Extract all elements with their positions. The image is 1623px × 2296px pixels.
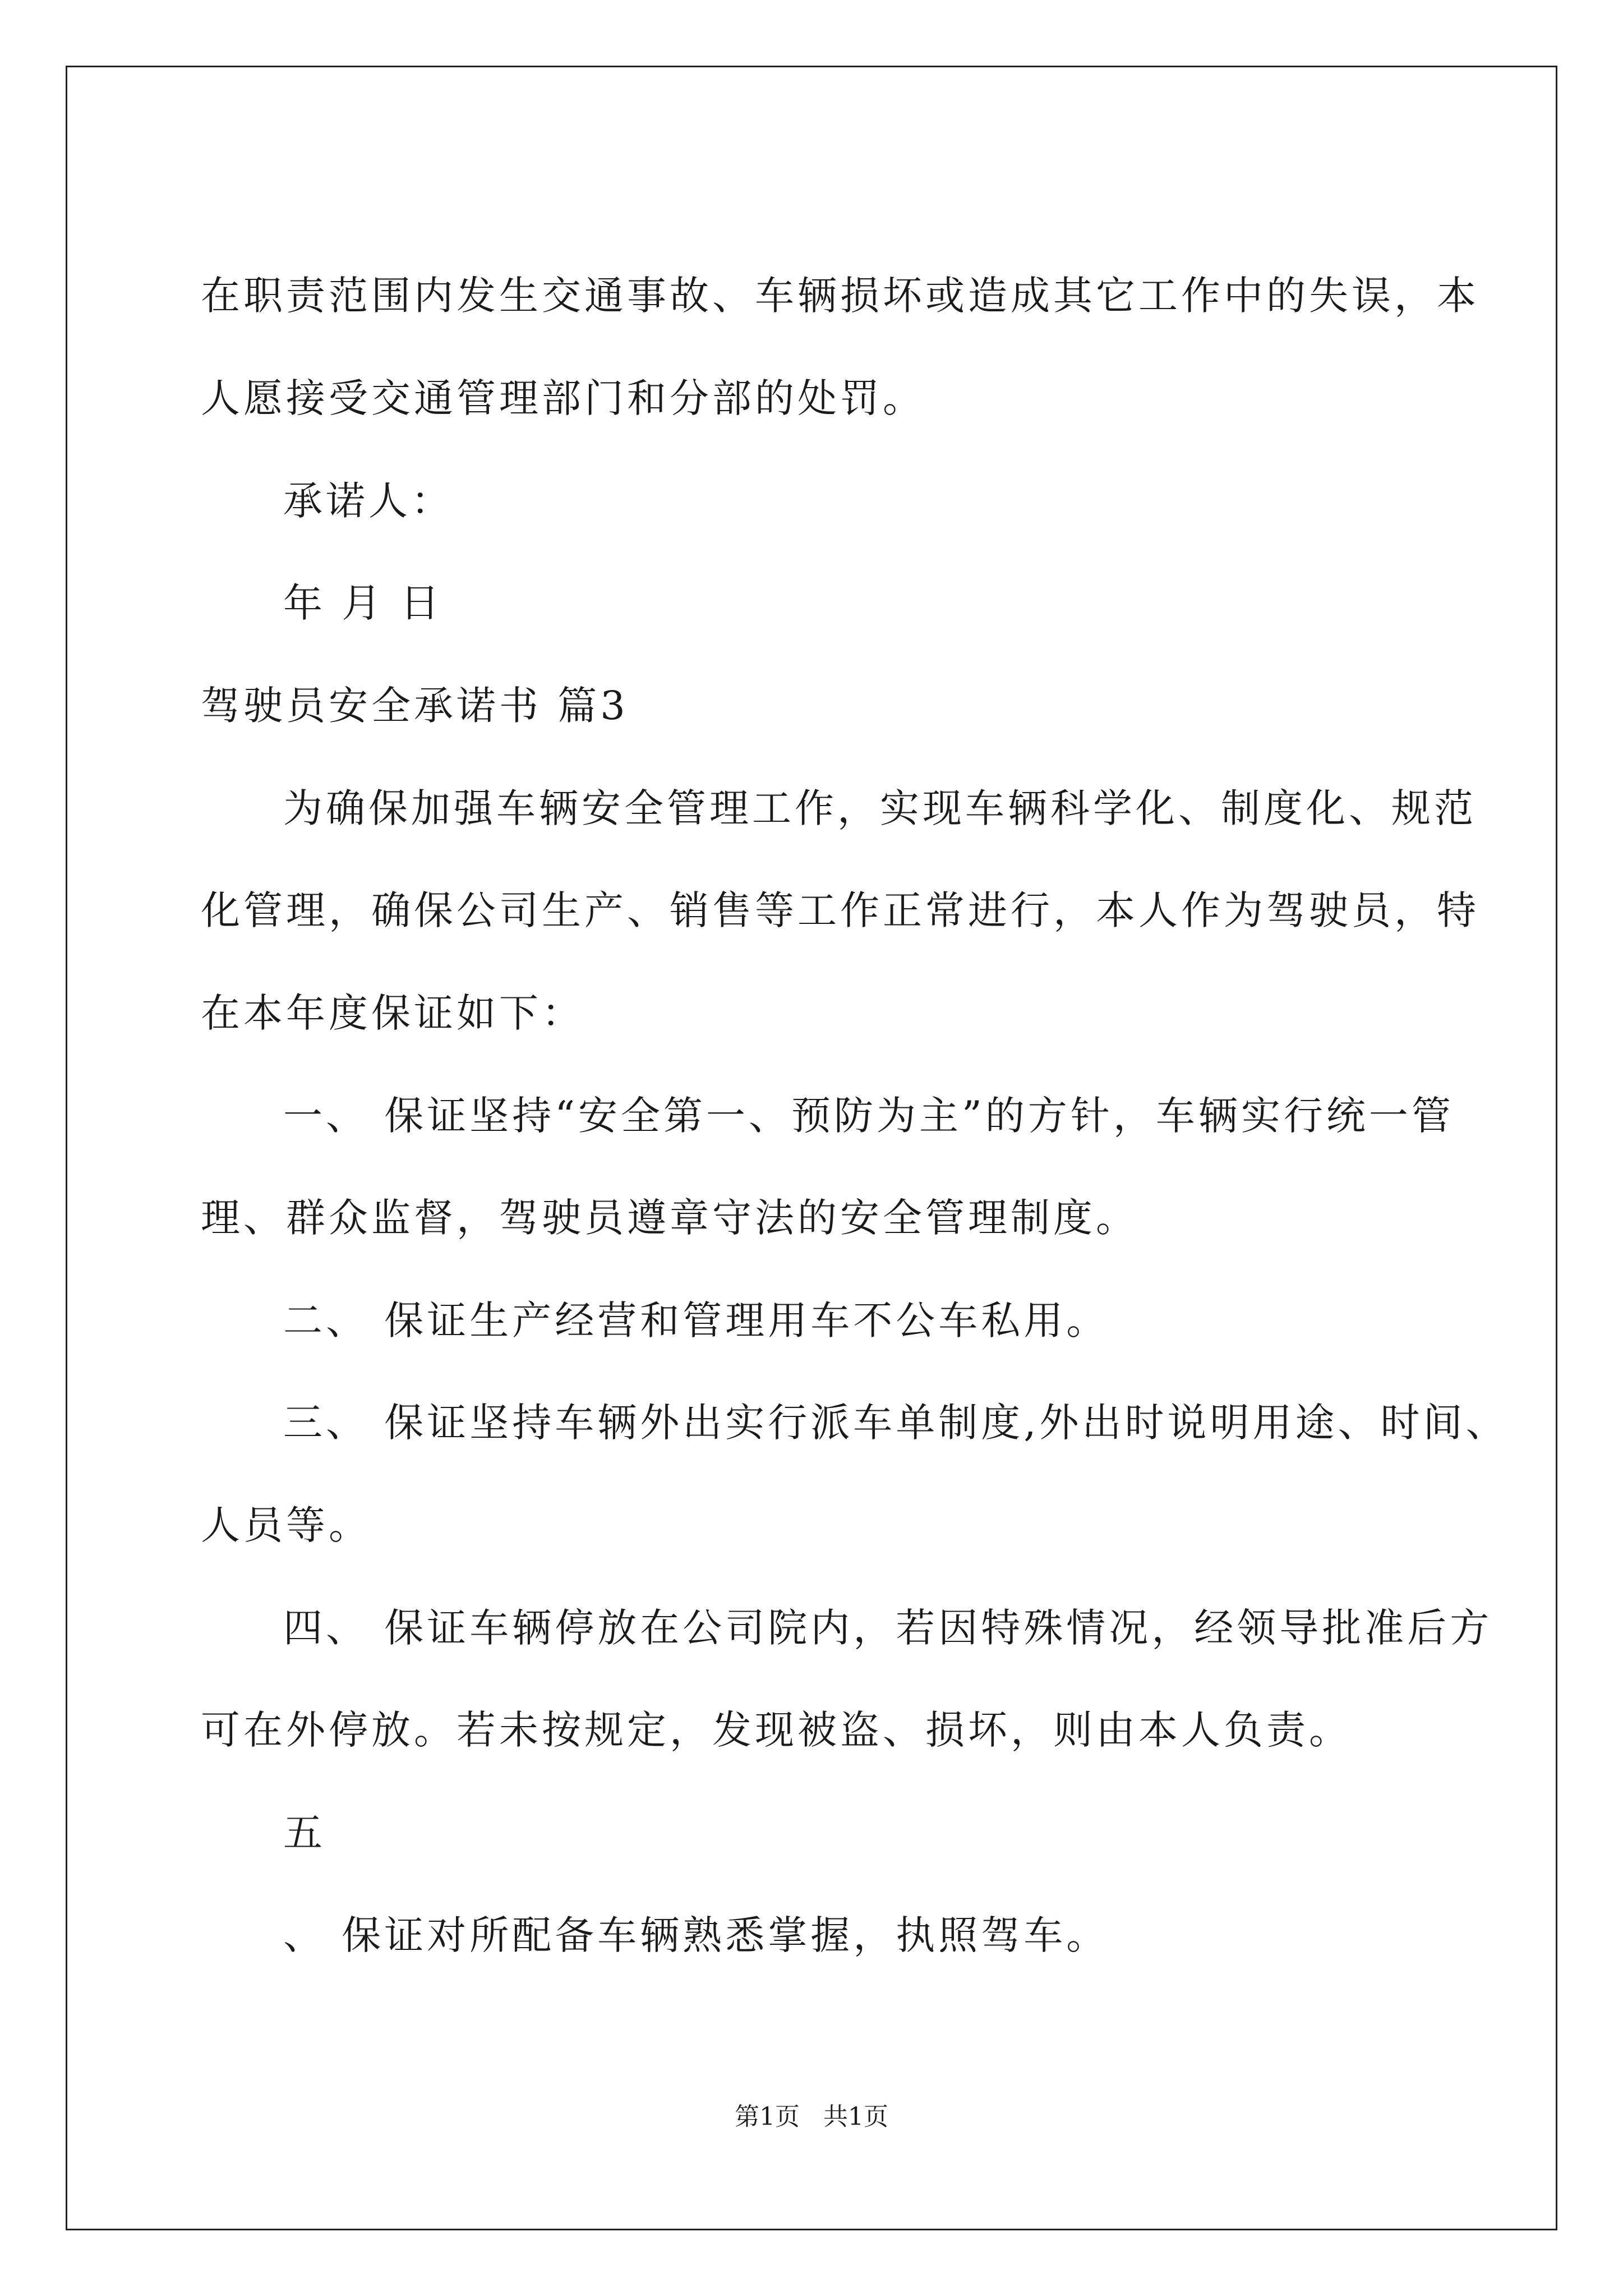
item-3-line-2: 人员等。 — [201, 1502, 371, 1548]
item-5-line-1: 、 保证对所配备车辆熟悉掌握，执照驾车。 — [283, 1912, 1109, 1958]
body-line-7: 化管理，确保公司生产、销售等工作正常进行，本人作为驾驶员，特 — [201, 887, 1479, 933]
item-1-line-2: 理、群众监督，驾驶员遵章守法的安全管理制度。 — [201, 1195, 1138, 1241]
item-1-line-1: 一、 保证坚持“安全第一、预防为主”的方针，车辆实行统一管 — [283, 1093, 1454, 1139]
body-line-1: 在职责范围内发生交通事故、车辆损坏或造成其它工作中的失误，本 — [201, 273, 1479, 319]
body-line-8: 在本年度保证如下： — [201, 990, 584, 1036]
signer-label: 承诺人： — [283, 478, 454, 524]
item-5-number: 五 — [283, 1810, 326, 1856]
item-2-line-1: 二、 保证生产经营和管理用车不公车私用。 — [283, 1297, 1109, 1343]
page-number: 第1页 — [735, 2102, 800, 2131]
section-heading: 驾驶员安全承诺书 篇3 — [201, 683, 629, 729]
date-line: 年 月 日 — [283, 580, 443, 626]
item-3-line-1: 三、 保证坚持车辆外出实行派车单制度,外出时说明用途、时间、 — [283, 1400, 1509, 1446]
page-frame — [66, 66, 1557, 2230]
page-total: 共1页 — [823, 2102, 888, 2131]
item-4-line-2: 可在外停放。若未按规定，发现被盗、损坏，则由本人负责。 — [201, 1707, 1352, 1753]
body-line-6: 为确保加强车辆安全管理工作，实现车辆科学化、制度化、规范 — [283, 785, 1477, 831]
item-4-line-1: 四、 保证车辆停放在公司院内，若因特殊情况，经领导批准后方 — [283, 1605, 1493, 1651]
page-footer — [67, 2100, 1556, 2134]
body-line-2: 人愿接受交通管理部门和分部的处罚。 — [201, 375, 925, 421]
